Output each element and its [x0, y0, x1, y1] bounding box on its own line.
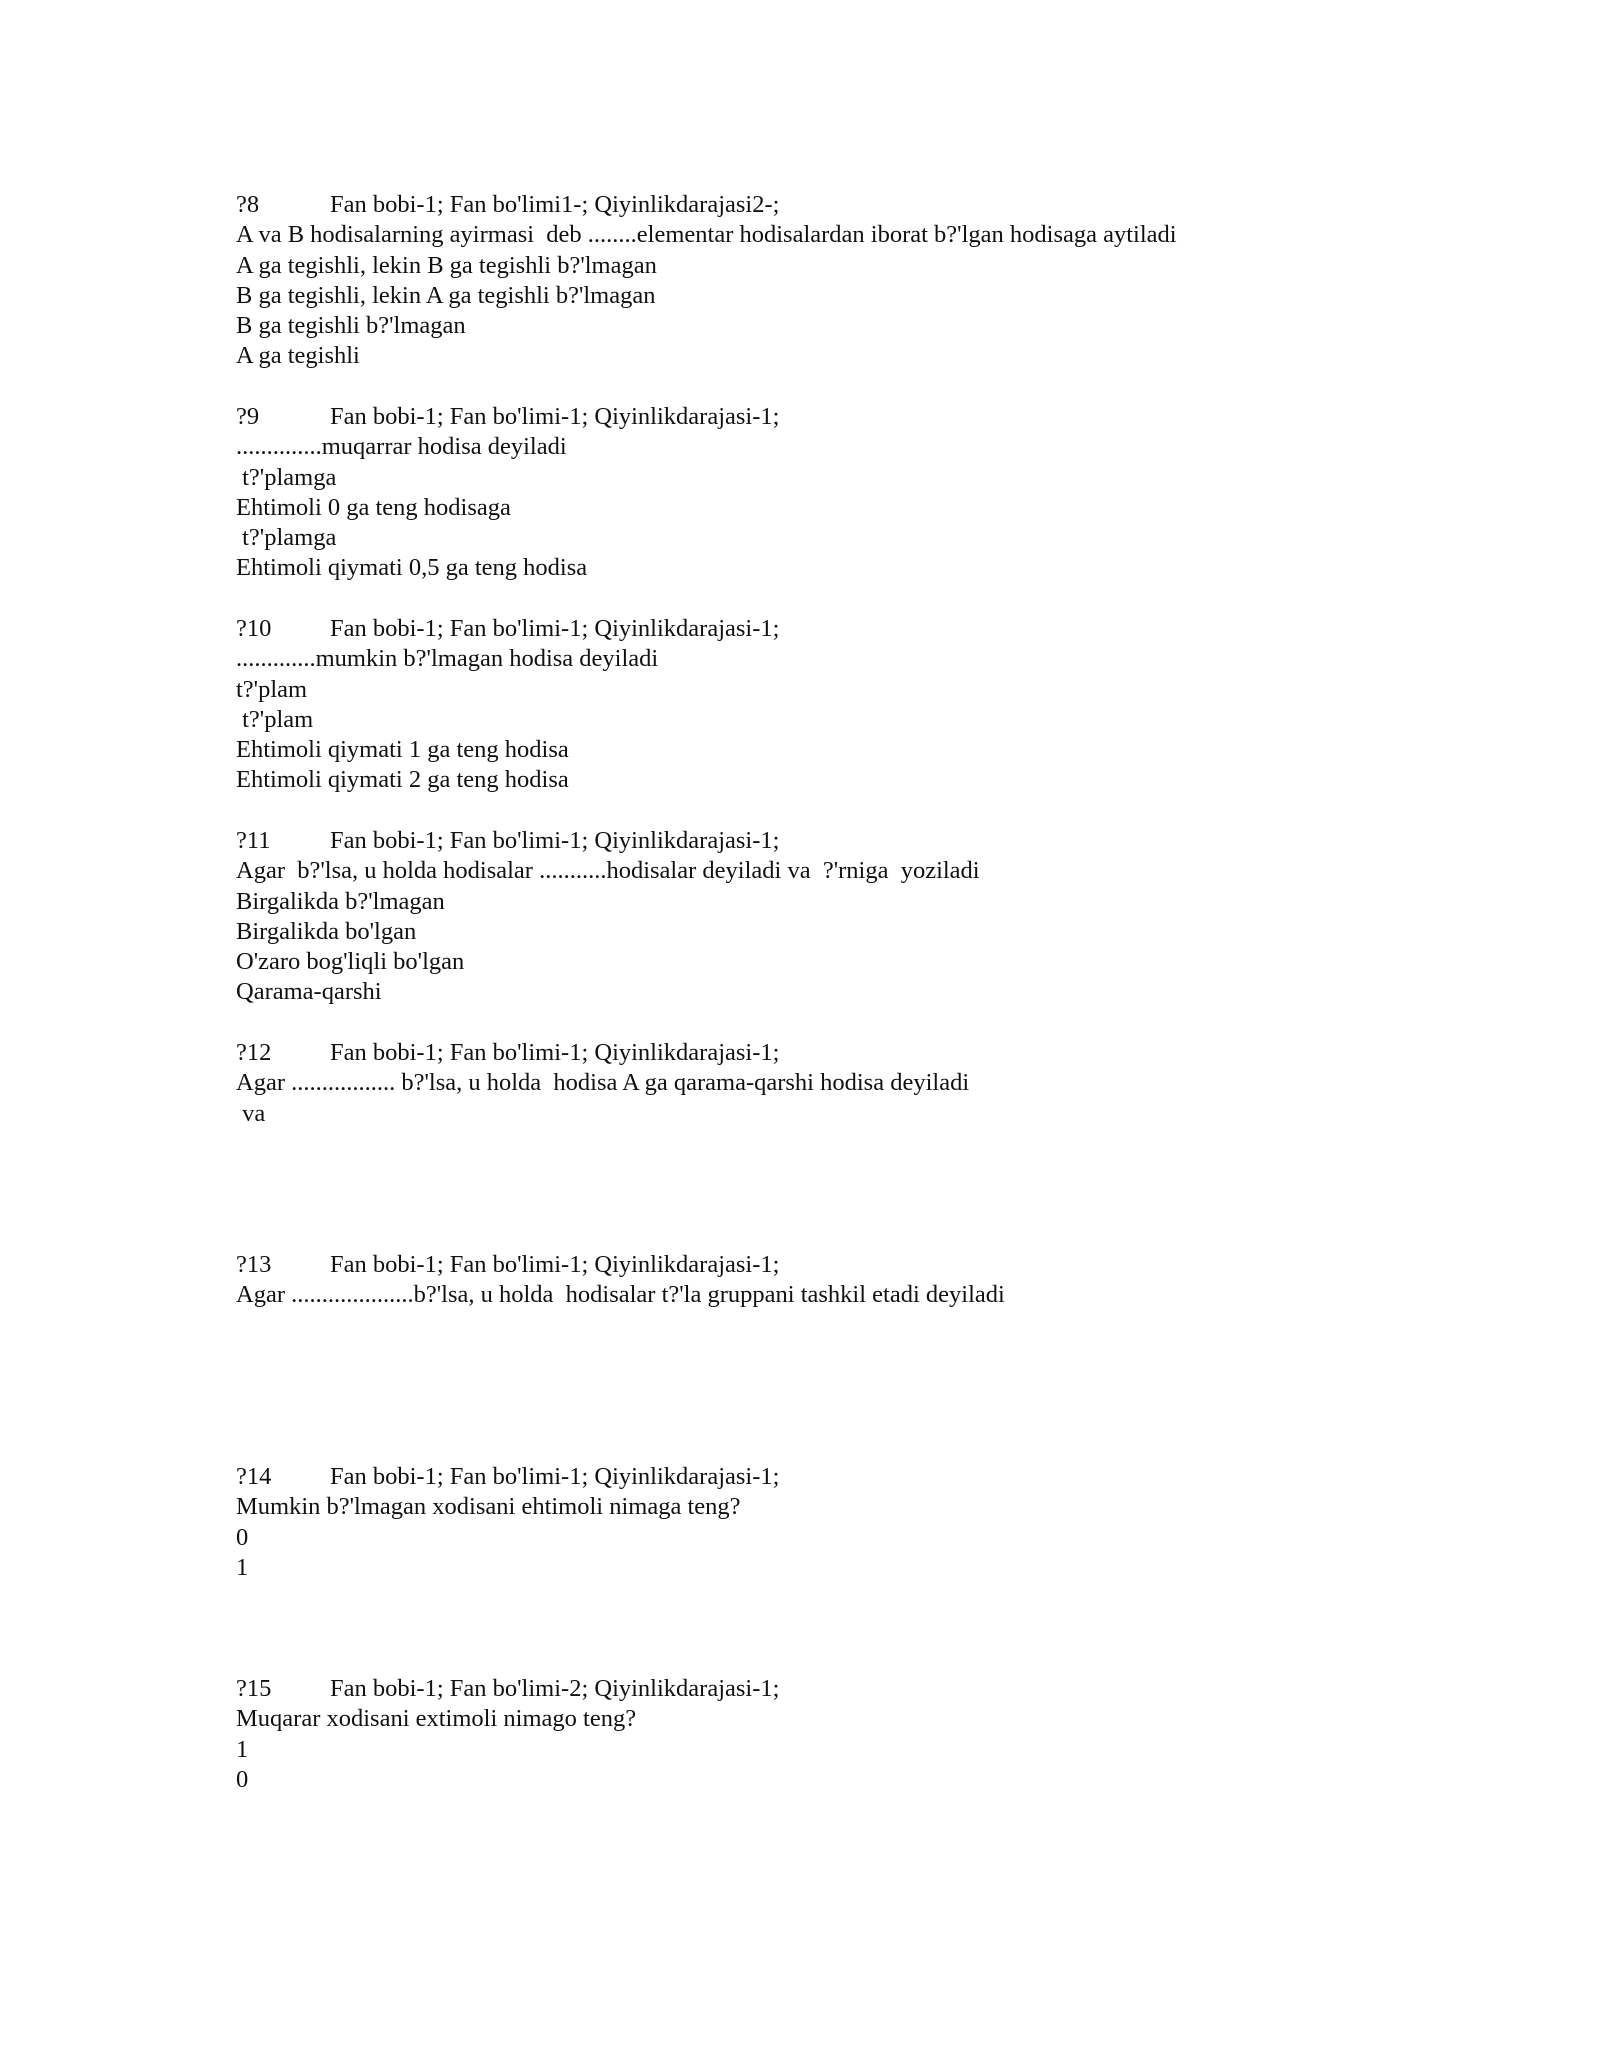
question-text: .............mumkin b?'lmagan hodisa deyiladi	[236, 645, 659, 673]
question-header	[236, 1462, 1436, 1492]
answer-option: t?'plamga	[236, 463, 337, 491]
answer-option: B ga tegishli, lekin A ga tegishli b?'lmagan	[236, 281, 656, 309]
question-header	[236, 1250, 1436, 1280]
question-number: ?13	[236, 1251, 272, 1278]
question-meta: Fan bobi-1; Fan bo'limi-1; Qiyinlikdarajasi-1;	[330, 1463, 780, 1490]
question-block	[236, 1038, 1436, 1129]
question-header	[236, 1674, 1436, 1704]
question-meta: Fan bobi-1; Fan bo'limi-1; Qiyinlikdarajasi-1;	[330, 1251, 780, 1278]
question-meta: Fan bobi-1; Fan bo'limi-1; Qiyinlikdarajasi-1;	[330, 827, 780, 854]
question-block	[236, 1250, 1436, 1311]
question-header	[236, 1038, 1436, 1068]
answer-option: va	[236, 1099, 266, 1127]
question-number: ?8	[236, 191, 260, 218]
answer-option: B ga tegishli b?'lmagan	[236, 312, 466, 340]
question-number: ?12	[236, 1039, 272, 1066]
question-header	[236, 402, 1436, 432]
answer-option: 0	[236, 1523, 249, 1551]
answer-option: 0	[236, 1765, 249, 1793]
question-meta: Fan bobi-1; Fan bo'limi1-; Qiyinlikdarajasi2-;	[330, 191, 780, 218]
answer-option: 1	[236, 1735, 249, 1763]
question-header	[236, 826, 1436, 856]
answer-option: Birgalikda bo'lgan	[236, 917, 417, 945]
question-meta: Fan bobi-1; Fan bo'limi-1; Qiyinlikdarajasi-1;	[330, 403, 780, 430]
answer-option: Ehtimoli qiymati 0,5 ga teng hodisa	[236, 554, 588, 582]
answer-option: A ga tegishli	[236, 342, 360, 370]
question-text: Agar ................. b?'lsa, u holda hodisa A ga qarama-qarshi hodisa deyiladi	[236, 1069, 970, 1097]
question-meta: Fan bobi-1; Fan bo'limi-1; Qiyinlikdarajasi-1;	[330, 1039, 780, 1066]
question-block	[236, 826, 1436, 1008]
question-number: ?9	[236, 403, 260, 430]
question-text: ..............muqarrar hodisa deyiladi	[236, 433, 567, 461]
question-meta: Fan bobi-1; Fan bo'limi-1; Qiyinlikdarajasi-1;	[330, 615, 780, 642]
question-meta: Fan bobi-1; Fan bo'limi-2; Qiyinlikdarajasi-1;	[330, 1675, 780, 1702]
answer-option: Ehtimoli qiymati 2 ga teng hodisa	[236, 766, 569, 794]
question-text: Mumkin b?'lmagan xodisani ehtimoli nimaga teng?	[236, 1493, 741, 1521]
question-header	[236, 614, 1436, 644]
answer-option: t?'plam	[236, 705, 314, 733]
question-number: ?14	[236, 1463, 272, 1490]
question-block	[236, 402, 1436, 584]
answer-option: t?'plamga	[236, 524, 337, 552]
question-number: ?11	[236, 827, 271, 854]
answer-option: t?'plam	[236, 675, 308, 703]
answer-option: O'zaro bog'liqli bo'lgan	[236, 948, 465, 976]
question-text: Muqarar xodisani extimoli nimago teng?	[236, 1705, 637, 1733]
answer-option: Ehtimoli qiymati 1 ga teng hodisa	[236, 736, 569, 764]
answer-option: A ga tegishli, lekin B ga tegishli b?'lmagan	[236, 251, 657, 279]
question-block	[236, 190, 1436, 372]
question-number: ?10	[236, 615, 272, 642]
question-number: ?15	[236, 1675, 272, 1702]
question-text: Agar b?'lsa, u holda hodisalar ...........hodisalar deyiladi va ?'rniga yoziladi	[236, 857, 980, 885]
question-block	[236, 1674, 1436, 1795]
question-block	[236, 1462, 1436, 1583]
question-block	[236, 614, 1436, 796]
question-text: A va B hodisalarning ayirmasi deb ........elementar hodisalardan iborat b?'lgan hodisaga aytiladi	[236, 221, 1177, 249]
answer-option: Ehtimoli 0 ga teng hodisaga	[236, 493, 511, 521]
answer-option: 1	[236, 1553, 249, 1581]
question-header	[236, 190, 1436, 220]
question-text: Agar ....................b?'lsa, u holda hodisalar t?'la gruppani tashkil etadi deyiladi	[236, 1281, 1005, 1309]
answer-option: Qarama-qarshi	[236, 978, 382, 1006]
answer-option: Birgalikda b?'lmagan	[236, 887, 445, 915]
